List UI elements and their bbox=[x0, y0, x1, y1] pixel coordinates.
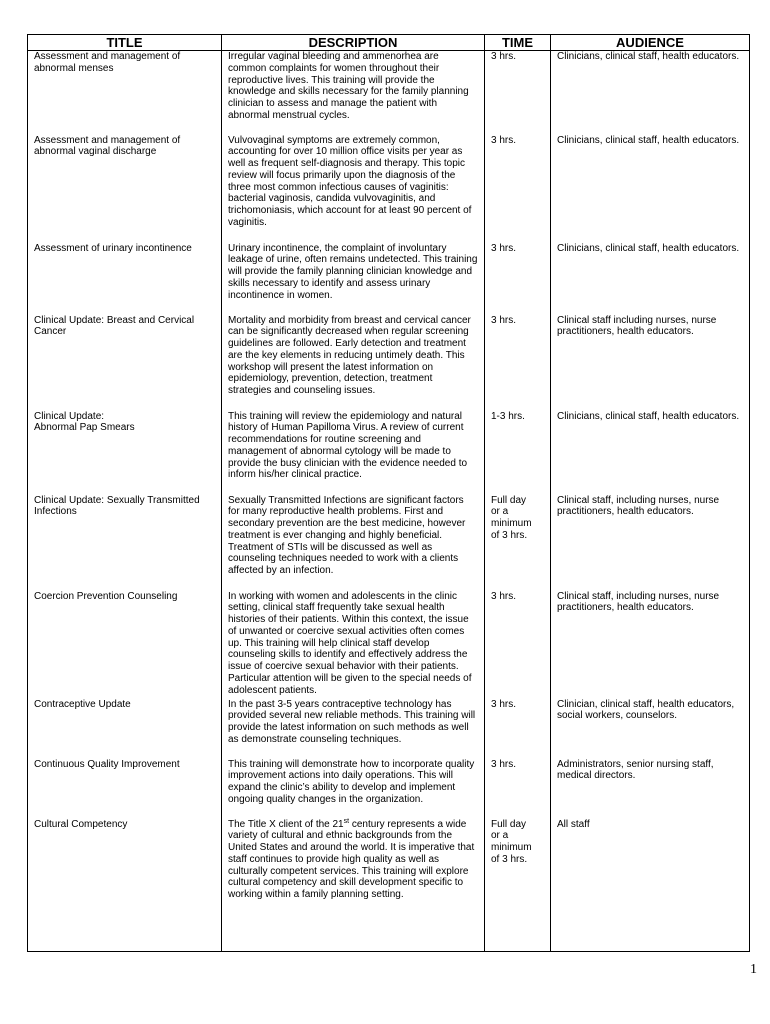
course-description: This training will review the epidemiology and natural history of Human Papilloma Virus. A review of current recommendations for routine screening and management of abnormal cytology will be made to provide the busy clinician with the evidence needed to inform his/her clinical practice. bbox=[222, 411, 485, 495]
course-audience: Clinical staff, including nurses, nurse practitioners, health educators. bbox=[551, 495, 750, 591]
course-title: Continuous Quality Improvement bbox=[28, 759, 222, 819]
course-title: Assessment of urinary incontinence bbox=[28, 243, 222, 315]
course-audience: Clinical staff, including nurses, nurse practitioners, health educators. bbox=[551, 591, 750, 699]
course-time: 3 hrs. bbox=[485, 699, 551, 759]
header-row bbox=[28, 35, 750, 51]
course-time: 3 hrs. bbox=[485, 51, 551, 135]
course-description: Sexually Transmitted Infections are significant factors for many reproductive health problems. First and secondary prevention are the best medicine, however treatment is ever changing and highly beneficial. Treatment of STIs will be discussed as well as counseling techniques needed to work with a clients affected by an infection. bbox=[222, 495, 485, 591]
course-description: Irregular vaginal bleeding and ammenorhea are common complaints for women throughout their reproductive lives. This training will provide the knowledge and skills necessary for the family planning clinician to assess and manage the patient with abnormal menstrual cycles. bbox=[222, 51, 485, 135]
course-title: Clinical Update: Abnormal Pap Smears bbox=[28, 411, 222, 495]
course-time: 3 hrs. bbox=[485, 591, 551, 699]
training-catalog-table bbox=[27, 34, 750, 952]
column-header-time: TIME bbox=[485, 35, 551, 51]
description-text: The Title X client of the 21 bbox=[228, 818, 344, 830]
table-row bbox=[28, 135, 750, 243]
course-title: Clinical Update: Breast and Cervical Cancer bbox=[28, 315, 222, 411]
course-time: Full day or a minimum of 3 hrs. bbox=[485, 495, 551, 591]
course-description bbox=[222, 819, 485, 952]
course-time: Full day or a minimum of 3 hrs. bbox=[485, 819, 551, 952]
course-description: In working with women and adolescents in the clinic setting, clinical staff frequently take sexual health histories of their patients. Within this context, the issue of unwanted or coercive sexual activities often comes up. This training will help clinical staff develop counseling skills to identify and effectively address the issue of coercive sexual behavior with their patients. Particular attention will be given to the special needs of adolescent patients. bbox=[222, 591, 485, 699]
course-time: 3 hrs. bbox=[485, 243, 551, 315]
course-title: Clinical Update: Sexually Transmitted Infections bbox=[28, 495, 222, 591]
column-header-title: TITLE bbox=[28, 35, 222, 51]
course-time: 3 hrs. bbox=[485, 759, 551, 819]
course-title: Assessment and management of abnormal menses bbox=[28, 51, 222, 135]
ordinal-suffix: st bbox=[343, 817, 350, 825]
table-row bbox=[28, 411, 750, 495]
table-row bbox=[28, 699, 750, 759]
course-description: Urinary incontinence, the complaint of involuntary leakage of urine, often remains undetected. This training will provide the family planning clinician knowledge and skills necessary to identify and assess urinary incontinence in women. bbox=[222, 243, 485, 315]
course-time: 3 hrs. bbox=[485, 135, 551, 243]
table-row bbox=[28, 591, 750, 699]
table-row bbox=[28, 51, 750, 135]
column-header-audience: AUDIENCE bbox=[551, 35, 750, 51]
course-audience: Administrators, senior nursing staff, medical directors. bbox=[551, 759, 750, 819]
table-row bbox=[28, 495, 750, 591]
course-audience: Clinicians, clinical staff, health educators. bbox=[551, 243, 750, 315]
course-audience: Clinicians, clinical staff, health educators. bbox=[551, 411, 750, 495]
course-title: Contraceptive Update bbox=[28, 699, 222, 759]
table-row bbox=[28, 759, 750, 819]
course-title: Assessment and management of abnormal vaginal discharge bbox=[28, 135, 222, 243]
course-description: In the past 3-5 years contraceptive technology has provided several new reliable methods. This training will provide the latest information on such methods as well as demonstrate counseling techniques. bbox=[222, 699, 485, 759]
course-description: Mortality and morbidity from breast and cervical cancer can be significantly decreased when regular screening guidelines are followed. Early detection and treatment are the key elements in reducing untimely death. This workshop will present the latest information on epidemiology, prevention, detection, treatment strategies and counseling issues. bbox=[222, 315, 485, 411]
column-header-description: DESCRIPTION bbox=[222, 35, 485, 51]
course-audience: All staff bbox=[551, 819, 750, 952]
course-description: This training will demonstrate how to incorporate quality improvement actions into daily operations. This will expand the clinic’s ability to develop and implement ongoing quality changes in the organization. bbox=[222, 759, 485, 819]
course-time: 3 hrs. bbox=[485, 315, 551, 411]
course-audience: Clinician, clinical staff, health educators, social workers, counselors. bbox=[551, 699, 750, 759]
course-title: Cultural Competency bbox=[28, 819, 222, 952]
course-audience: Clinicians, clinical staff, health educators. bbox=[551, 135, 750, 243]
course-description: Vulvovaginal symptoms are extremely common, accounting for over 10 million office visits per year as well as frequent self-diagnosis and therapy. This topic review will focus primarily upon the diagnosis of the three most common infectious causes of vaginitis: bacterial vaginosis, candida vulvovaginitis, and trichomoniasis, which account for at least 90 percent of vaginitis. bbox=[222, 135, 485, 243]
course-time: 1-3 hrs. bbox=[485, 411, 551, 495]
table-row bbox=[28, 315, 750, 411]
course-title: Coercion Prevention Counseling bbox=[28, 591, 222, 699]
course-audience: Clinicians, clinical staff, health educators. bbox=[551, 51, 750, 135]
course-audience: Clinical staff including nurses, nurse practitioners, health educators. bbox=[551, 315, 750, 411]
description-text: century represents a wide variety of cultural and ethnic backgrounds from the United States and around the world. It is imperative that staff continues to provide high quality as well as culturally competent services. This training will explore cultural competency and skill development specific to working within a family planning setting. bbox=[228, 818, 475, 901]
table-row bbox=[28, 243, 750, 315]
table-row bbox=[28, 819, 750, 952]
page-number: 1 bbox=[750, 962, 757, 977]
